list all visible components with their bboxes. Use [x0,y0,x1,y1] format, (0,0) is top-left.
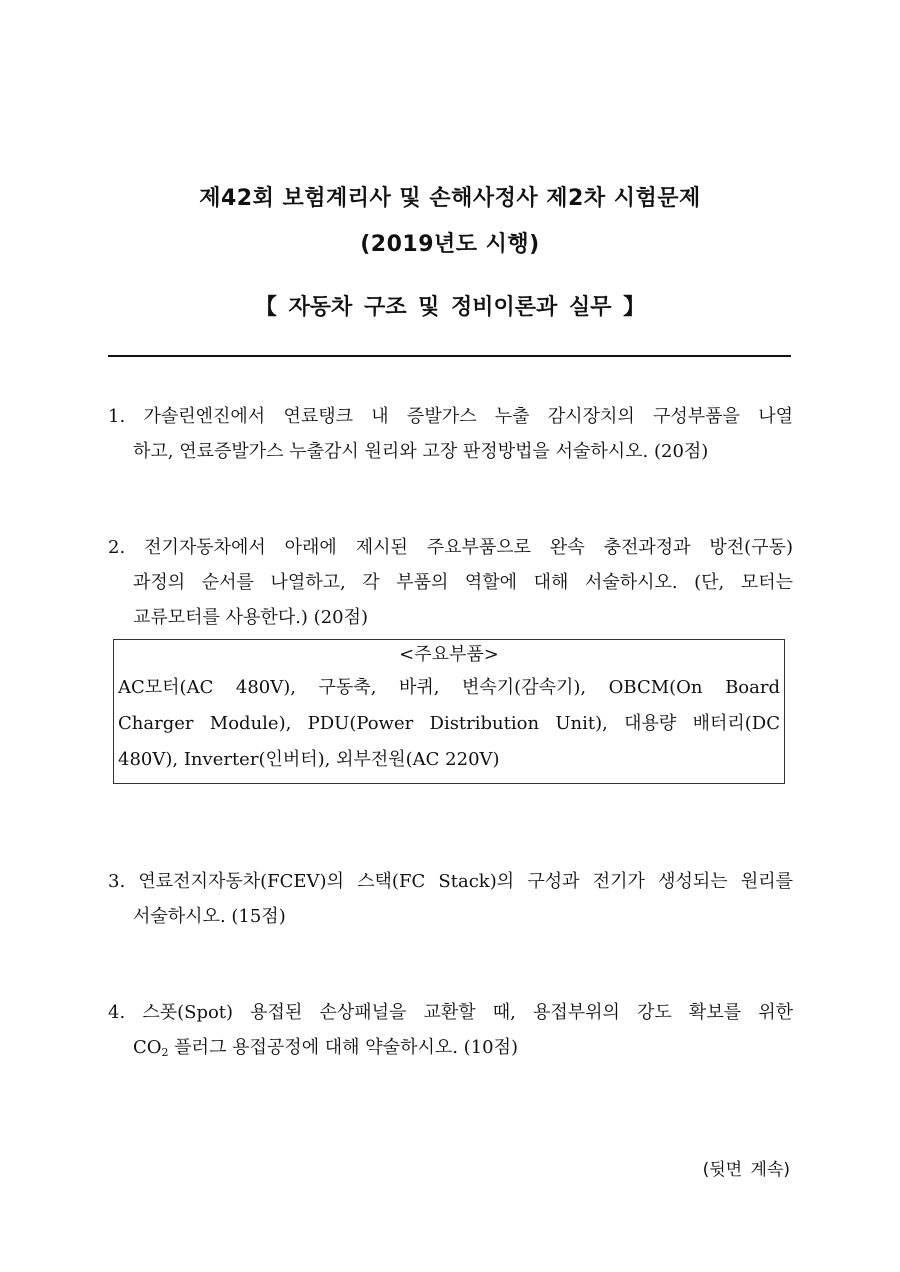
question-1 [108,399,793,469]
question-4-line-2 [108,1030,793,1070]
question-2-line-2: 과정의 순서를 나열하고, 각 부품의 역할에 대해 서술하시오. (단, 모터는 [133,572,793,593]
question-1-line-1 [108,399,793,434]
co2-prefix: CO [133,1037,162,1058]
question-text: 플러그 용접공정에 대해 약술하시오. (10점) [168,1037,519,1058]
continued-note: (뒷면 계속) [702,1160,790,1180]
question-text: 가솔린엔진에서 연료탱크 내 증발가스 누출 감시장치의 구성부품을 나열 [143,406,793,427]
question-3-line-2: 서술하시오. (15점) [133,906,286,927]
question-number: 1. [108,406,126,427]
question-4 [108,995,793,1070]
question-number: 3. [108,871,126,892]
question-3-line-1 [108,864,793,899]
question-2 [108,530,793,635]
question-1-line-2: 하고, 연료증발가스 누출감시 원리와 고장 판정방법을 서술하시오. (20점) [133,441,709,462]
exam-year: (2019년도 시행) [360,232,540,257]
main-parts-line-3: 480V), Inverter(인버터), 외부전원(AC 220V) [118,749,500,770]
question-number: 4. [108,1002,126,1023]
question-2-line-1 [108,530,793,565]
co2-subscript: 2 [161,1046,169,1059]
question-3 [108,864,793,934]
question-2-line-3: 교류모터를 사용한다.) (20점) [133,607,369,628]
question-text: 전기자동차에서 아래에 제시된 주요부품으로 완속 충전과정과 방전(구동) [144,537,793,558]
header-divider [108,355,791,357]
question-text: 스폿(Spot) 용접된 손상패널을 교환할 때, 용접부위의 강도 확보를 위한 [142,1002,793,1023]
exam-subject: 【 자동차 구조 및 정비이론과 실무 】 [254,295,646,320]
main-parts-title: <주요부품> [399,644,499,665]
main-parts-line-1: AC모터(AC 480V), 구동축, 바퀴, 변속기(감속기), OBCM(On Board [118,677,780,698]
exam-title: 제42회 보험계리사 및 손해사정사 제2차 시험문제 [199,186,701,211]
main-parts-box [113,639,785,784]
question-4-line-1 [108,995,793,1030]
main-parts-line-2: Charger Module), PDU(Power Distribution Unit), 대용량 배터리(DC [118,713,780,734]
question-text: 연료전지자동차(FCEV)의 스택(FC Stack)의 구성과 전기가 생성되는 원리를 [138,871,793,892]
question-number: 2. [108,537,126,558]
